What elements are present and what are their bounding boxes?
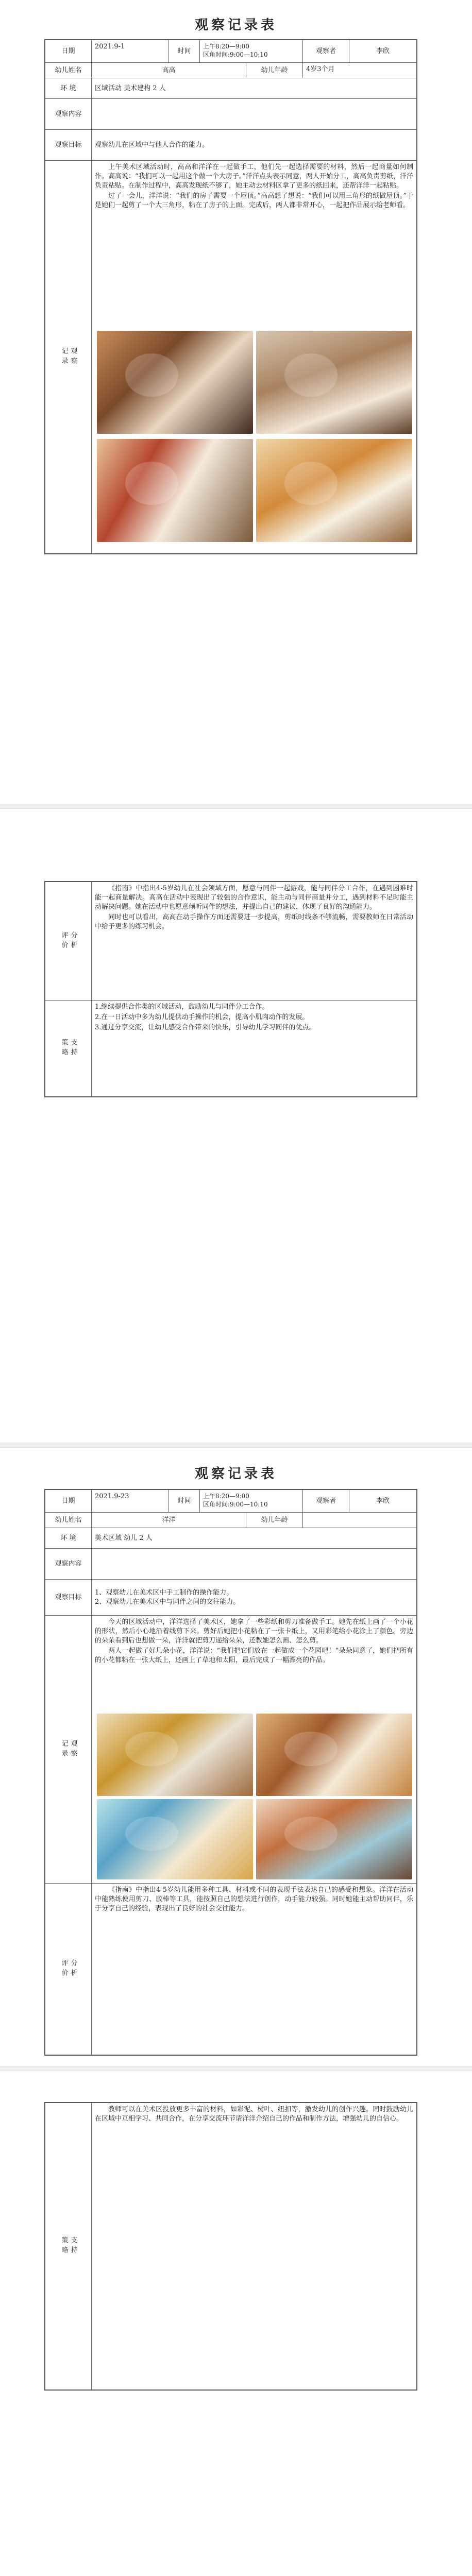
support-paragraph: 教师可以在美术区投放更多丰富的材料，如彩泥、树叶、纽扣等，激发幼儿的创作兴趣。同时鼓励幼儿在区域中互相学习、共同合作，在分享交流环节请洋洋介绍自己的作品和制作方法，增强幼儿的自信心。 (95, 2106, 413, 2123)
content-label: 观察内容 (45, 99, 92, 129)
activity-photo (256, 439, 412, 542)
observer-value: 李欣 (376, 1497, 390, 1505)
row-goal (45, 1580, 416, 1616)
age-value: 4岁3个月 (306, 65, 335, 73)
row-record (45, 161, 416, 553)
age-value (303, 1513, 416, 1528)
content-value (92, 1549, 416, 1579)
row-child (45, 63, 416, 78)
date-label: 日期 (45, 1490, 92, 1512)
record-paragraph: 过了一会儿，洋洋说：“我们的房子需要一个屋顶。”高高想了想说：“我们可以用三角形的纸做屋顶。”于是她们一起剪了一个大三角形，粘在了房子的上面。完成后，两人都非常开心，一起把作品展示给老师看。 (95, 192, 413, 209)
photo-strip (97, 1714, 412, 1796)
activity-photo (97, 1799, 253, 1879)
activity-photo (256, 1714, 412, 1796)
goal-value: 观察幼儿在区域中与他人合作的能力。 (95, 141, 209, 149)
analysis-paragraph: 《指南》中指出4-5岁幼儿在社会领域方面，愿意与同伴一起游戏，能与同伴分工合作，在遇到困难时能一起商量解决。高高在活动中表现出了较强的合作意识，能主动与同伴商量并分工，遇到材料不足时能主动解决问题。她在活动中也愿意倾听同伴的想法，并提出自己的建议，体现了良好的沟通能力。 (95, 885, 413, 911)
env-value: 美术区域 幼儿 2 人 (95, 1534, 153, 1542)
time-label: 时间 (169, 40, 200, 62)
page-title: 观察记录表 (194, 1466, 277, 1482)
page-separator (0, 2066, 472, 2071)
record-label: 观察 记录 (45, 1616, 92, 1883)
page-separator (0, 1443, 472, 1448)
activity-photo (97, 331, 253, 434)
analysis-paragraph: 同时也可以看出，高高在动手操作方面还需要进一步提高，剪纸时线条不够流畅，需要教师在日常活动中给予更多的练习机会。 (95, 913, 413, 930)
content-label: 观察内容 (45, 1549, 92, 1579)
date-value: 2021.9-23 (92, 1490, 169, 1512)
record-paragraph: 今天的区域活动中，洋洋选择了美术区，她拿了一些彩纸和剪刀准备做手工。她先在纸上画了一个小花的形状，然后小心地沿着线剪下来。剪好后她把小花粘在了一张卡纸上，又用彩笔给小花涂上了颜色。旁边的朵朵看到后也想做一朵，洋洋就把剪刀递给朵朵，还教她怎么画、怎么剪。 (95, 1618, 413, 1645)
page-2 (0, 809, 472, 1443)
record-table (44, 1489, 417, 2056)
content-value (92, 99, 416, 129)
row-date (45, 40, 416, 63)
row-child (45, 1513, 416, 1528)
page-separator (0, 804, 472, 809)
row-date (45, 1490, 416, 1513)
observer-label: 观察者 (303, 1490, 349, 1512)
row-env (45, 78, 416, 99)
photo-strip (97, 331, 412, 434)
env-value: 区域活动 美术建构 2 人 (95, 84, 166, 92)
observer-label: 观察者 (303, 40, 349, 62)
record-table (44, 39, 417, 554)
analysis-label: 分析 评价 (45, 1884, 92, 2055)
support-item: 3.通过分享交流，让幼儿感受合作带来的快乐，引导幼儿学习同伴的优点。 (95, 1024, 316, 1031)
time-value: 上午8:20—9:00 区角时间:9:00—10:10 (200, 1490, 303, 1512)
observer-value: 李欣 (376, 47, 390, 55)
goal-value: 1、观察幼儿在美术区中手工制作的操作能力。 2、观察幼儿在美术区中与同伴之间的交往能力。 (95, 1588, 240, 1606)
child-label: 幼儿姓名 (45, 1513, 92, 1528)
age-label: 幼儿年龄 (246, 1513, 303, 1528)
row-goal (45, 130, 416, 161)
row-content (45, 1549, 416, 1580)
env-label: 环 境 (45, 78, 92, 98)
row-content (45, 99, 416, 130)
record-table-cont (44, 2102, 417, 2391)
analysis-text (92, 882, 416, 1000)
activity-photo (97, 1714, 253, 1796)
page-4 (0, 2071, 472, 2576)
record-table-cont (44, 881, 417, 1097)
activity-photo (256, 331, 412, 434)
record-paragraph: 两人一起做了好几朵小花，洋洋说：“我们把它们放在一起做成一个花园吧！”朵朵同意了，她们把所有的小花都粘在一张大纸上，还画上了草地和太阳，最后完成了一幅漂亮的作品。 (95, 1647, 413, 1664)
support-label: 支持 策略 (45, 1001, 92, 1096)
page-3 (0, 1448, 472, 2066)
support-item: 1.继续提供合作类的区域活动，鼓励幼儿与同伴分工合作。 (95, 1003, 269, 1011)
photo-strip (97, 1799, 412, 1879)
record-paragraph: 上午美术区域活动时，高高和洋洋在一起做手工，他们先一起选择需要的材料，然后一起商量如何制作。高高说：“我们可以一起用这个做一个大房子。”洋洋点头表示同意，两人开始分工，高高负责剪纸，洋洋负责粘贴。在制作过程中，高高发现纸不够了，她主动去材料区拿了更多的纸回来，还帮洋洋一起粘贴。 (95, 163, 413, 190)
analysis-paragraph: 《指南》中指出4-5岁幼儿能用多种工具、材料或不同的表现手法表达自己的感受和想象。洋洋在活动中能熟练使用剪刀、胶棒等工具，能按照自己的想法进行创作，动手能力较强。同时她能主动帮助同伴，乐于分享自己的经验，表现出了良好的社会交往能力。 (95, 1886, 413, 1912)
page-title: 观察记录表 (194, 18, 277, 33)
row-env (45, 1528, 416, 1549)
photo-strip (97, 439, 412, 542)
child-value: 高高 (92, 63, 246, 78)
age-label: 幼儿年龄 (246, 63, 303, 78)
child-label: 幼儿姓名 (45, 63, 92, 78)
support-label: 支持 策略 (45, 2103, 92, 2389)
support-item: 2.在一日活动中多为幼儿提供动手操作的机会，提高小肌肉动作的发展。 (95, 1013, 309, 1021)
row-record (45, 1616, 416, 1884)
analysis-label: 分析 评价 (45, 882, 92, 1000)
time-label: 时间 (169, 1490, 200, 1512)
page-1 (0, 0, 472, 804)
support-text (92, 2103, 416, 2389)
row-analysis (45, 882, 416, 1001)
date-value: 2021.9-1 (92, 40, 169, 62)
time-value: 上午8:20—9:00 区角时间:9:00—10:10 (200, 40, 303, 62)
activity-photo (97, 439, 253, 542)
row-support (45, 2103, 416, 2389)
goal-label: 观察目标 (45, 1580, 92, 1615)
analysis-text (92, 1884, 416, 2055)
goal-label: 观察目标 (45, 130, 92, 160)
record-label: 观察 记录 (45, 161, 92, 553)
activity-photo (256, 1799, 412, 1879)
child-value: 洋洋 (92, 1513, 246, 1528)
support-text (92, 1001, 416, 1096)
row-analysis (45, 1884, 416, 2055)
row-support (45, 1001, 416, 1096)
date-label: 日期 (45, 40, 92, 62)
env-label: 环 境 (45, 1528, 92, 1548)
